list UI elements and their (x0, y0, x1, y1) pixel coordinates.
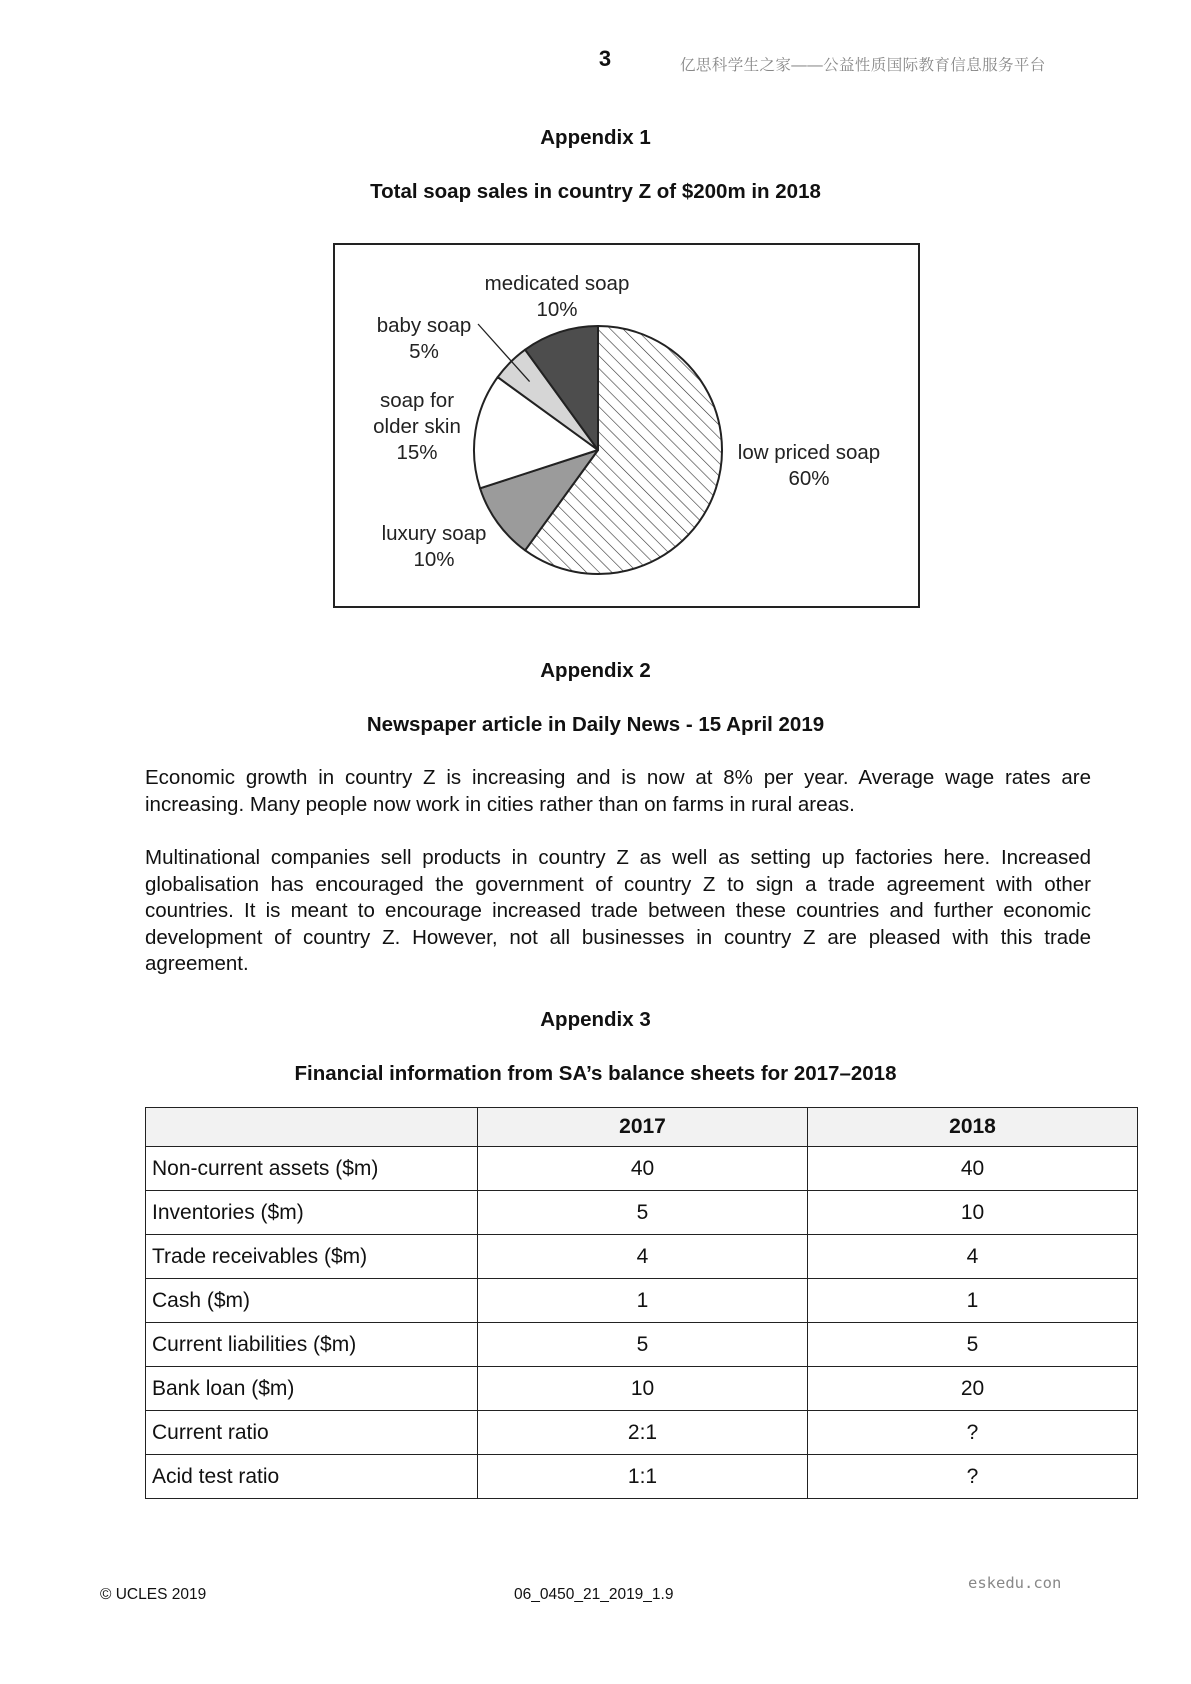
column-header-2017: 2017 (478, 1108, 808, 1147)
table-row (146, 1367, 1138, 1411)
value-2017: 5 (478, 1191, 808, 1235)
value-2018: 1 (808, 1279, 1138, 1323)
pie-chart-frame (333, 243, 920, 608)
value-2018: 40 (808, 1147, 1138, 1191)
table-row (146, 1279, 1138, 1323)
pie-value-label-baby-soap: 5% (409, 340, 439, 363)
value-2017: 10 (478, 1367, 808, 1411)
pie-value-label-luxury-soap: 10% (413, 548, 455, 571)
page-number: 3 (598, 46, 612, 71)
value-2017: 40 (478, 1147, 808, 1191)
row-label: Non-current assets ($m) (146, 1147, 478, 1191)
pie-category-label-soap-for-older-skin: soap for (379, 389, 455, 412)
pie-value-label-low-priced-soap: 60% (788, 467, 830, 490)
appendix-3-title: Financial information from SA’s balance sheets for 2017–2018 (294, 1062, 897, 1085)
value-2018: ? (808, 1411, 1138, 1455)
pie-category-label-medicated-soap: medicated soap (484, 272, 630, 295)
pie-value-label-medicated-soap: 10% (536, 298, 578, 321)
footer-paper-code: 06_0450_21_2019_1.9 (514, 1586, 674, 1603)
row-label: Acid test ratio (146, 1455, 478, 1499)
row-label: Trade receivables ($m) (146, 1235, 478, 1279)
appendix-1-title: Total soap sales in country Z of $200m in 2018 (370, 180, 821, 203)
appendix-1-heading: Appendix 1 (540, 126, 651, 149)
pie-category-label-soap-for-older-skin: older skin (373, 415, 461, 438)
pie-category-label-baby-soap: baby soap (376, 314, 472, 337)
value-2017: 4 (478, 1235, 808, 1279)
table-row (146, 1235, 1138, 1279)
appendix-2-heading: Appendix 2 (540, 659, 651, 682)
row-label: Cash ($m) (146, 1279, 478, 1323)
table-row (146, 1191, 1138, 1235)
article-paragraph-1: Economic growth in country Z is increasing and is now at 8% per year. Average wage rates are increasing. Many people now work in cities rather than on farms in rural areas. (145, 766, 1091, 816)
row-label: Bank loan ($m) (146, 1367, 478, 1411)
pie-category-label-luxury-soap: luxury soap (381, 522, 487, 545)
table-row (146, 1147, 1138, 1191)
header-watermark: 亿思科学生之家——公益性质国际教育信息服务平台 (680, 57, 1046, 74)
pie-value-label-soap-for-older-skin: 15% (396, 441, 438, 464)
value-2018: 5 (808, 1323, 1138, 1367)
value-2017: 2:1 (478, 1411, 808, 1455)
appendix-3-heading: Appendix 3 (540, 1008, 651, 1031)
row-label: Inventories ($m) (146, 1191, 478, 1235)
value-2018: 10 (808, 1191, 1138, 1235)
appendix-2-title: Newspaper article in Daily News - 15 April 2019 (366, 713, 825, 736)
value-2018: 20 (808, 1367, 1138, 1411)
balance-sheet-table (145, 1107, 1138, 1499)
row-label: Current ratio (146, 1411, 478, 1455)
footer-copyright: © UCLES 2019 (100, 1586, 207, 1603)
pie-category-label-low-priced-soap: low priced soap (737, 441, 881, 464)
table-header-row (146, 1108, 1138, 1147)
value-2017: 5 (478, 1323, 808, 1367)
value-2018: 4 (808, 1235, 1138, 1279)
table-row (146, 1411, 1138, 1455)
article-paragraph-2: Multinational companies sell products in country Z as well as setting up factories here. Increased globalisation has encouraged the government of country Z to sign a trade agreement with other countries. It is meant to encourage increased trade between these countries and further economic development of country Z. However, not all businesses in country Z are pleased with this trade agreement. (145, 846, 1091, 975)
table-row (146, 1455, 1138, 1499)
column-header-label (146, 1108, 478, 1147)
value-2017: 1:1 (478, 1455, 808, 1499)
row-label: Current liabilities ($m) (146, 1323, 478, 1367)
value-2017: 1 (478, 1279, 808, 1323)
column-header-2018: 2018 (808, 1108, 1138, 1147)
value-2018: ? (808, 1455, 1138, 1499)
footer-watermark: eskedu.con (968, 1574, 1062, 1592)
table-row (146, 1323, 1138, 1367)
pie-chart (335, 245, 918, 606)
